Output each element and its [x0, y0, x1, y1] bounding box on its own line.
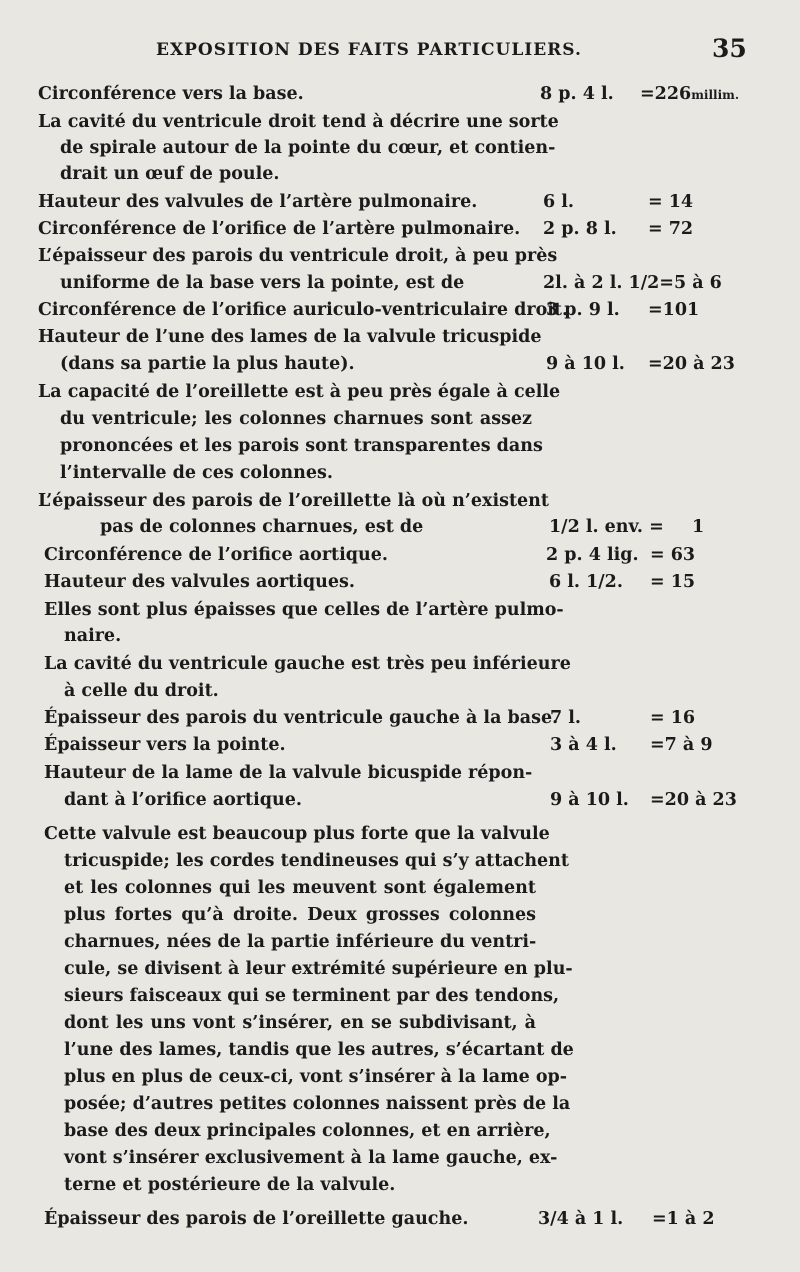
text-line: sieurs faisceaux qui se terminent par des tendons,	[64, 986, 560, 1006]
text-line: Hauteur de la lame de la valvule bicuspide répon-	[44, 763, 533, 783]
page-number: 35	[712, 34, 747, 63]
millimeter-value: = 16	[650, 708, 696, 728]
text-line: à celle du droit.	[64, 681, 219, 701]
millimeter-value: = 14	[648, 192, 694, 212]
text-line: plus fortes qu’à droite. Deux grosses colonnes	[64, 905, 536, 925]
running-header	[0, 36, 800, 66]
millimeter-value: 1	[692, 517, 705, 537]
text-line: Circonférence vers la base.	[38, 84, 304, 104]
text-line: du ventricule; les colonnes charnues sont assez	[60, 409, 532, 429]
measure-value: 2 p. 8 l.	[543, 219, 617, 239]
text-line: l’intervalle de ces colonnes.	[60, 463, 333, 483]
text-line: Épaisseur vers la pointe.	[44, 735, 286, 755]
text-line: Circonférence de l’orifice de l’artère pulmonaire.	[38, 219, 521, 239]
text-line: (dans sa partie la plus haute).	[60, 354, 355, 374]
text-line: l’une des lames, tandis que les autres, s’écartant de	[64, 1040, 574, 1060]
text-line: et les colonnes qui les meuvent sont également	[64, 878, 536, 898]
text-line: dont les uns vont s’insérer, en se subdivisant, à	[64, 1013, 536, 1033]
measure-value: 9 à 10 l.	[546, 354, 625, 374]
millimeter-value: = 15	[650, 572, 696, 592]
measure-value: 2 p. 4 lig.	[546, 545, 639, 565]
measure-value: 9 à 10 l.	[550, 790, 629, 810]
millimeter-value: =1 à 2	[652, 1209, 715, 1229]
text-line: Hauteur des valvules aortiques.	[44, 572, 355, 592]
millimeter-value: =7 à 9	[650, 735, 713, 755]
measure-value: 3 p. 9 l.	[546, 300, 620, 320]
text-line: base des deux principales colonnes, et en arrière,	[64, 1121, 551, 1141]
text-line: tricuspide; les cordes tendineuses qui s’y attachent	[64, 851, 569, 871]
measure-value: 3 à 4 l.	[550, 735, 617, 755]
text-line: La capacité de l’oreillette est à peu près égale à celle	[38, 382, 561, 402]
text-line: Épaisseur des parois de l’oreillette gauche.	[44, 1209, 469, 1229]
unit-label: millim.	[691, 88, 740, 102]
millimeter-value: = 72	[648, 219, 694, 239]
text-line: uniforme de la base vers la pointe, est de	[60, 273, 465, 293]
text-line: dant à l’orifice aortique.	[64, 790, 302, 810]
text-line: cule, se divisent à leur extrémité supérieure en plu-	[64, 959, 573, 979]
text-line: posée; d’autres petites colonnes naissent près de la	[64, 1094, 571, 1114]
text-line: La cavité du ventricule gauche est très peu inférieure	[44, 654, 571, 674]
text-line: Épaisseur des parois du ventricule gauche à la base.	[44, 708, 559, 728]
measure-value: 2l. à 2 l. 1/2=5 à 6	[543, 273, 722, 293]
running-title: EXPOSITION DES FAITS PARTICULIERS.	[156, 40, 582, 60]
measure-value: 6 l. 1/2.	[549, 572, 623, 592]
text-line: Circonférence de l’orifice aortique.	[44, 545, 388, 565]
text-line: Cette valvule est beaucoup plus forte que la valvule	[44, 824, 550, 844]
text-line: de spirale autour de la pointe du cœur, et contien-	[60, 138, 556, 158]
text-line: L’épaisseur des parois du ventricule droit, à peu près	[38, 246, 558, 266]
text-line: prononcées et les parois sont transparentes dans	[60, 436, 543, 456]
measure-value: 1/2 l. env. =	[549, 517, 664, 537]
text-line: plus en plus de ceux-ci, vont s’insérer à la lame op-	[64, 1067, 568, 1087]
text-line: Hauteur de l’une des lames de la valvule tricuspide	[38, 327, 542, 347]
millimeter-value: =101	[648, 300, 700, 320]
text-line: vont s’insérer exclusivement à la lame gauche, ex-	[64, 1148, 558, 1168]
millimeter-value: =20 à 23	[650, 790, 737, 810]
measure-value: 7 l.	[550, 708, 582, 728]
millimeter-value: =20 à 23	[648, 354, 735, 374]
text-line: terne et postérieure de la valvule.	[64, 1175, 396, 1195]
measure-value: 3/4 à 1 l.	[538, 1209, 624, 1229]
text-line: La cavité du ventricule droit tend à décrire une sorte	[38, 112, 559, 132]
millimeter-value: =226millim.	[640, 84, 740, 104]
measure-value: 6 l.	[543, 192, 575, 212]
text-line: drait un œuf de poule.	[60, 164, 280, 184]
text-line: Circonférence de l’orifice auriculo-ventriculaire droit.	[38, 300, 569, 320]
text-line: naire.	[64, 626, 122, 646]
text-line: pas de colonnes charnues, est de	[100, 517, 424, 537]
text-line: Hauteur des valvules de l’artère pulmonaire.	[38, 192, 478, 212]
text-line: Elles sont plus épaisses que celles de l’artère pulmo-	[44, 600, 564, 620]
measure-value: 8 p. 4 l.	[540, 84, 614, 104]
millimeter-value: = 63	[650, 545, 696, 565]
text-line: L’épaisseur des parois de l’oreillette là où n’existent	[38, 491, 549, 511]
text-line: charnues, nées de la partie inférieure du ventri-	[64, 932, 537, 952]
